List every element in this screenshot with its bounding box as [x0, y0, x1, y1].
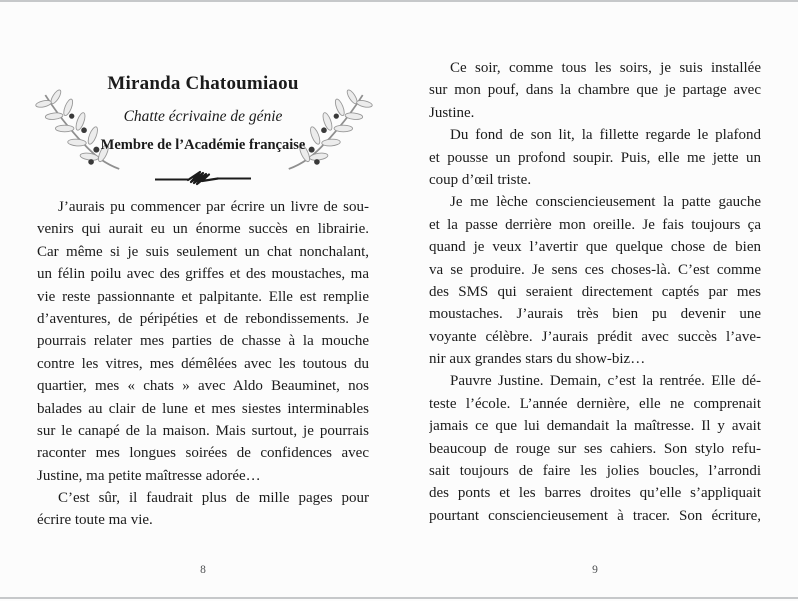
- text-line: beaucoup de rouge sur ses cahiers. Son stylo refu-: [429, 440, 761, 457]
- text-line: Du fond de son lit, la fillette regarde le plafond: [450, 127, 761, 144]
- text-line: raconter mes longues soirées de confidences avec: [37, 445, 369, 462]
- text-line: C’est sûr, il faudrait plus de mille pages pour: [58, 490, 369, 507]
- page-number-left: 8: [200, 564, 206, 576]
- text-line: contre les vitres, mes démêlées avec les toutous du: [37, 355, 369, 372]
- page-number-right: 9: [592, 564, 598, 576]
- section-divider: [37, 169, 369, 192]
- text-line: J’aurais pu commencer par écrire un livre de sou-: [58, 199, 369, 215]
- text-line: moustaches. J’aurais très bien pu devenir une: [429, 306, 761, 323]
- text-line: vie reste passionnante et palpitante. Elle est remplie: [37, 288, 369, 305]
- text-line: Justine, ma petite maîtresse adorée…: [37, 467, 261, 484]
- text-line: Je me lèche consciencieusement la patte gauche: [450, 194, 761, 211]
- text-line: jamais ce que lui demandait la maîtresse. Il y avait: [429, 418, 761, 435]
- text-line: sur le canapé de la maison. Mais surtout, je pourrais: [37, 422, 369, 439]
- text-line: des ponts et les barres droites qu’elle s’appliquait: [429, 485, 761, 502]
- text-line: teste l’école. L’année dernière, elle ne comprenait: [429, 395, 761, 412]
- author-subtitle: Chatte écrivaine de génie: [123, 108, 283, 125]
- text-line: va se produire. Je sens ces choses-là. C’est comme: [429, 261, 761, 278]
- bottom-edge-line: [0, 597, 798, 599]
- text-line: venirs qui aurait eu un énorme succès en librairie.: [37, 221, 369, 238]
- squiggle-divider-icon: [155, 169, 251, 187]
- text-line: d’aventures, de péripéties et de rebondissements. Je: [37, 310, 369, 327]
- text-line: un félin poilu avec des griffes et des moustaches, ma: [37, 266, 369, 283]
- author-title: Miranda Chatoumiaou: [107, 73, 299, 94]
- text-line: sait toujours de faire les jolies boucles, l’arrondi: [429, 463, 761, 480]
- text-line: Ce soir, comme tous les soirs, je suis installée: [450, 60, 761, 76]
- page-left: [37, 0, 369, 601]
- olive-branch-left-icon: [33, 85, 121, 179]
- text-line: Justine.: [429, 104, 475, 121]
- text-line: balades au clair de lune et mes siestes interminables: [37, 400, 369, 417]
- text-line: des SMS qui seraient directement captés par mes: [429, 283, 761, 300]
- text-line: coup d’œil triste.: [429, 171, 532, 188]
- text-line: Pauvre Justine. Demain, c’est la rentrée. Elle dé-: [450, 373, 761, 390]
- text-line: pourtant consciencieusement à tracer. Son écriture,: [429, 507, 761, 524]
- text-line: écrire toute ma vie.: [37, 512, 153, 529]
- page-right: [429, 0, 761, 601]
- text-line: voyante célèbre. J’aurais prédit avec succès l’ave-: [429, 328, 761, 345]
- text-line: sur mon pouf, dans la chambre que je partage avec: [429, 82, 761, 99]
- text-line: quand je veux l’avertir que quelque chose de bien: [429, 239, 761, 256]
- page-right-body: [429, 57, 761, 527]
- page-left-body: [37, 196, 369, 532]
- author-affiliation: Membre de l’Académie française: [100, 137, 306, 153]
- olive-branch-right-icon: [287, 85, 375, 179]
- text-line: nir aux grandes stars du show-biz…: [429, 351, 646, 368]
- text-line: et pousse un profond soupir. Puis, elle me jette un: [429, 149, 761, 166]
- text-line: quartier, mes « chats » avec Aldo Beauminet, nos: [37, 378, 369, 395]
- text-line: Car même si je suis seulement un chat nonchalant,: [37, 243, 369, 260]
- text-line: et la passe derrière mon oreille. Je fais toujours ça: [429, 216, 761, 233]
- text-line: pourrais relater mes parties de chasse à la mouche: [37, 333, 369, 350]
